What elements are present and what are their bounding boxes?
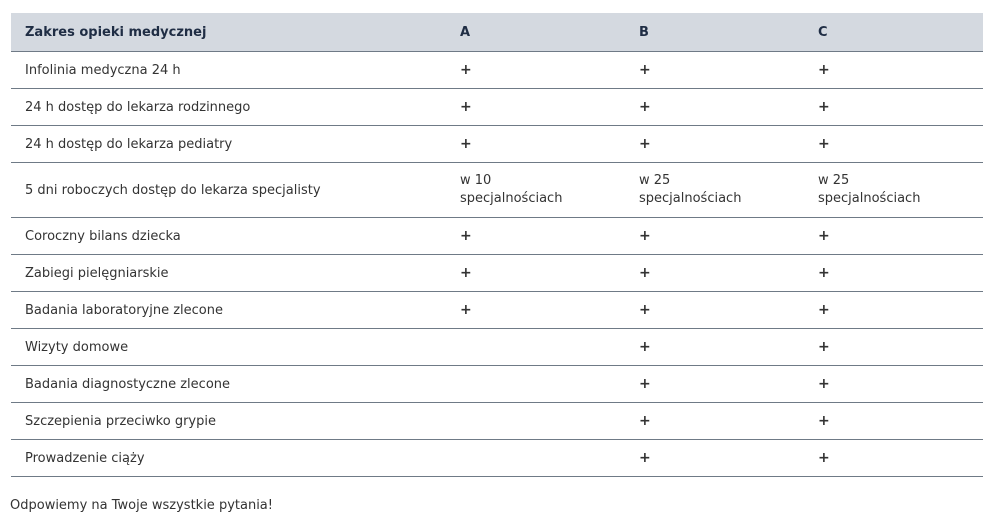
row-label: Infolinia medyczna 24 h — [25, 62, 181, 78]
plan-a-value: + — [460, 99, 472, 115]
plan-c-value: + — [818, 136, 830, 152]
plan-c-value: + — [818, 62, 830, 78]
table-row — [11, 329, 983, 366]
plan-b-value: + — [639, 339, 651, 355]
table-row — [11, 292, 983, 329]
plan-a-value: + — [460, 265, 472, 281]
care-scope-table — [11, 13, 983, 477]
row-label: Szczepienia przeciwko grypie — [25, 413, 216, 429]
row-label: Wizyty domowe — [25, 339, 129, 355]
plan-c-value: + — [818, 228, 830, 244]
row-label: Prowadzenie ciąży — [25, 450, 145, 466]
plan-b-value: + — [639, 413, 651, 429]
plan-b-value: + — [639, 62, 651, 78]
row-label: Badania laboratoryjne zlecone — [25, 302, 223, 318]
table-header — [11, 13, 983, 52]
row-label: 24 h dostęp do lekarza rodzinnego — [25, 99, 251, 115]
plan-a-value: + — [460, 228, 472, 244]
table-row — [11, 218, 983, 255]
row-label: Zabiegi pielęgniarskie — [25, 265, 169, 281]
table-row — [11, 403, 983, 440]
plan-a-value: w 10 specjalnościach — [460, 173, 563, 206]
footer-note: Odpowiemy na Twoje wszystkie pytania! — [10, 498, 273, 513]
plan-a-value: + — [460, 302, 472, 318]
table-row — [11, 366, 983, 403]
table-row — [11, 52, 983, 89]
plan-b-value: + — [639, 99, 651, 115]
header-plan-a: A — [460, 24, 471, 40]
plan-b-value: + — [639, 376, 651, 392]
header-plan-c: C — [818, 24, 828, 40]
plan-b-value: + — [639, 302, 651, 318]
plan-a-value: + — [460, 62, 472, 78]
row-label: Badania diagnostyczne zlecone — [25, 376, 231, 392]
table-row — [11, 163, 983, 218]
header-scope: Zakres opieki medycznej — [25, 24, 207, 40]
plan-a-value: + — [460, 136, 472, 152]
plan-c-value: + — [818, 450, 830, 466]
table-row — [11, 440, 983, 477]
plan-b-value: + — [639, 450, 651, 466]
row-label: 24 h dostęp do lekarza pediatry — [25, 136, 233, 152]
row-label: 5 dni roboczych dostęp do lekarza specjalisty — [25, 182, 321, 198]
plan-c-value: + — [818, 99, 830, 115]
plan-c-value: + — [818, 302, 830, 318]
plan-c-value: + — [818, 265, 830, 281]
plan-c-value: + — [818, 376, 830, 392]
plan-c-value: + — [818, 413, 830, 429]
table-row — [11, 126, 983, 163]
plan-b-value: + — [639, 136, 651, 152]
plan-b-value: + — [639, 265, 651, 281]
header-plan-b: B — [639, 24, 649, 40]
plan-c-value: + — [818, 339, 830, 355]
plan-b-value: w 25 specjalnościach — [639, 173, 742, 206]
table-row — [11, 255, 983, 292]
plan-b-value: + — [639, 228, 651, 244]
table-row — [11, 89, 983, 126]
plan-c-value: w 25 specjalnościach — [818, 173, 921, 206]
row-label: Coroczny bilans dziecka — [25, 228, 181, 244]
